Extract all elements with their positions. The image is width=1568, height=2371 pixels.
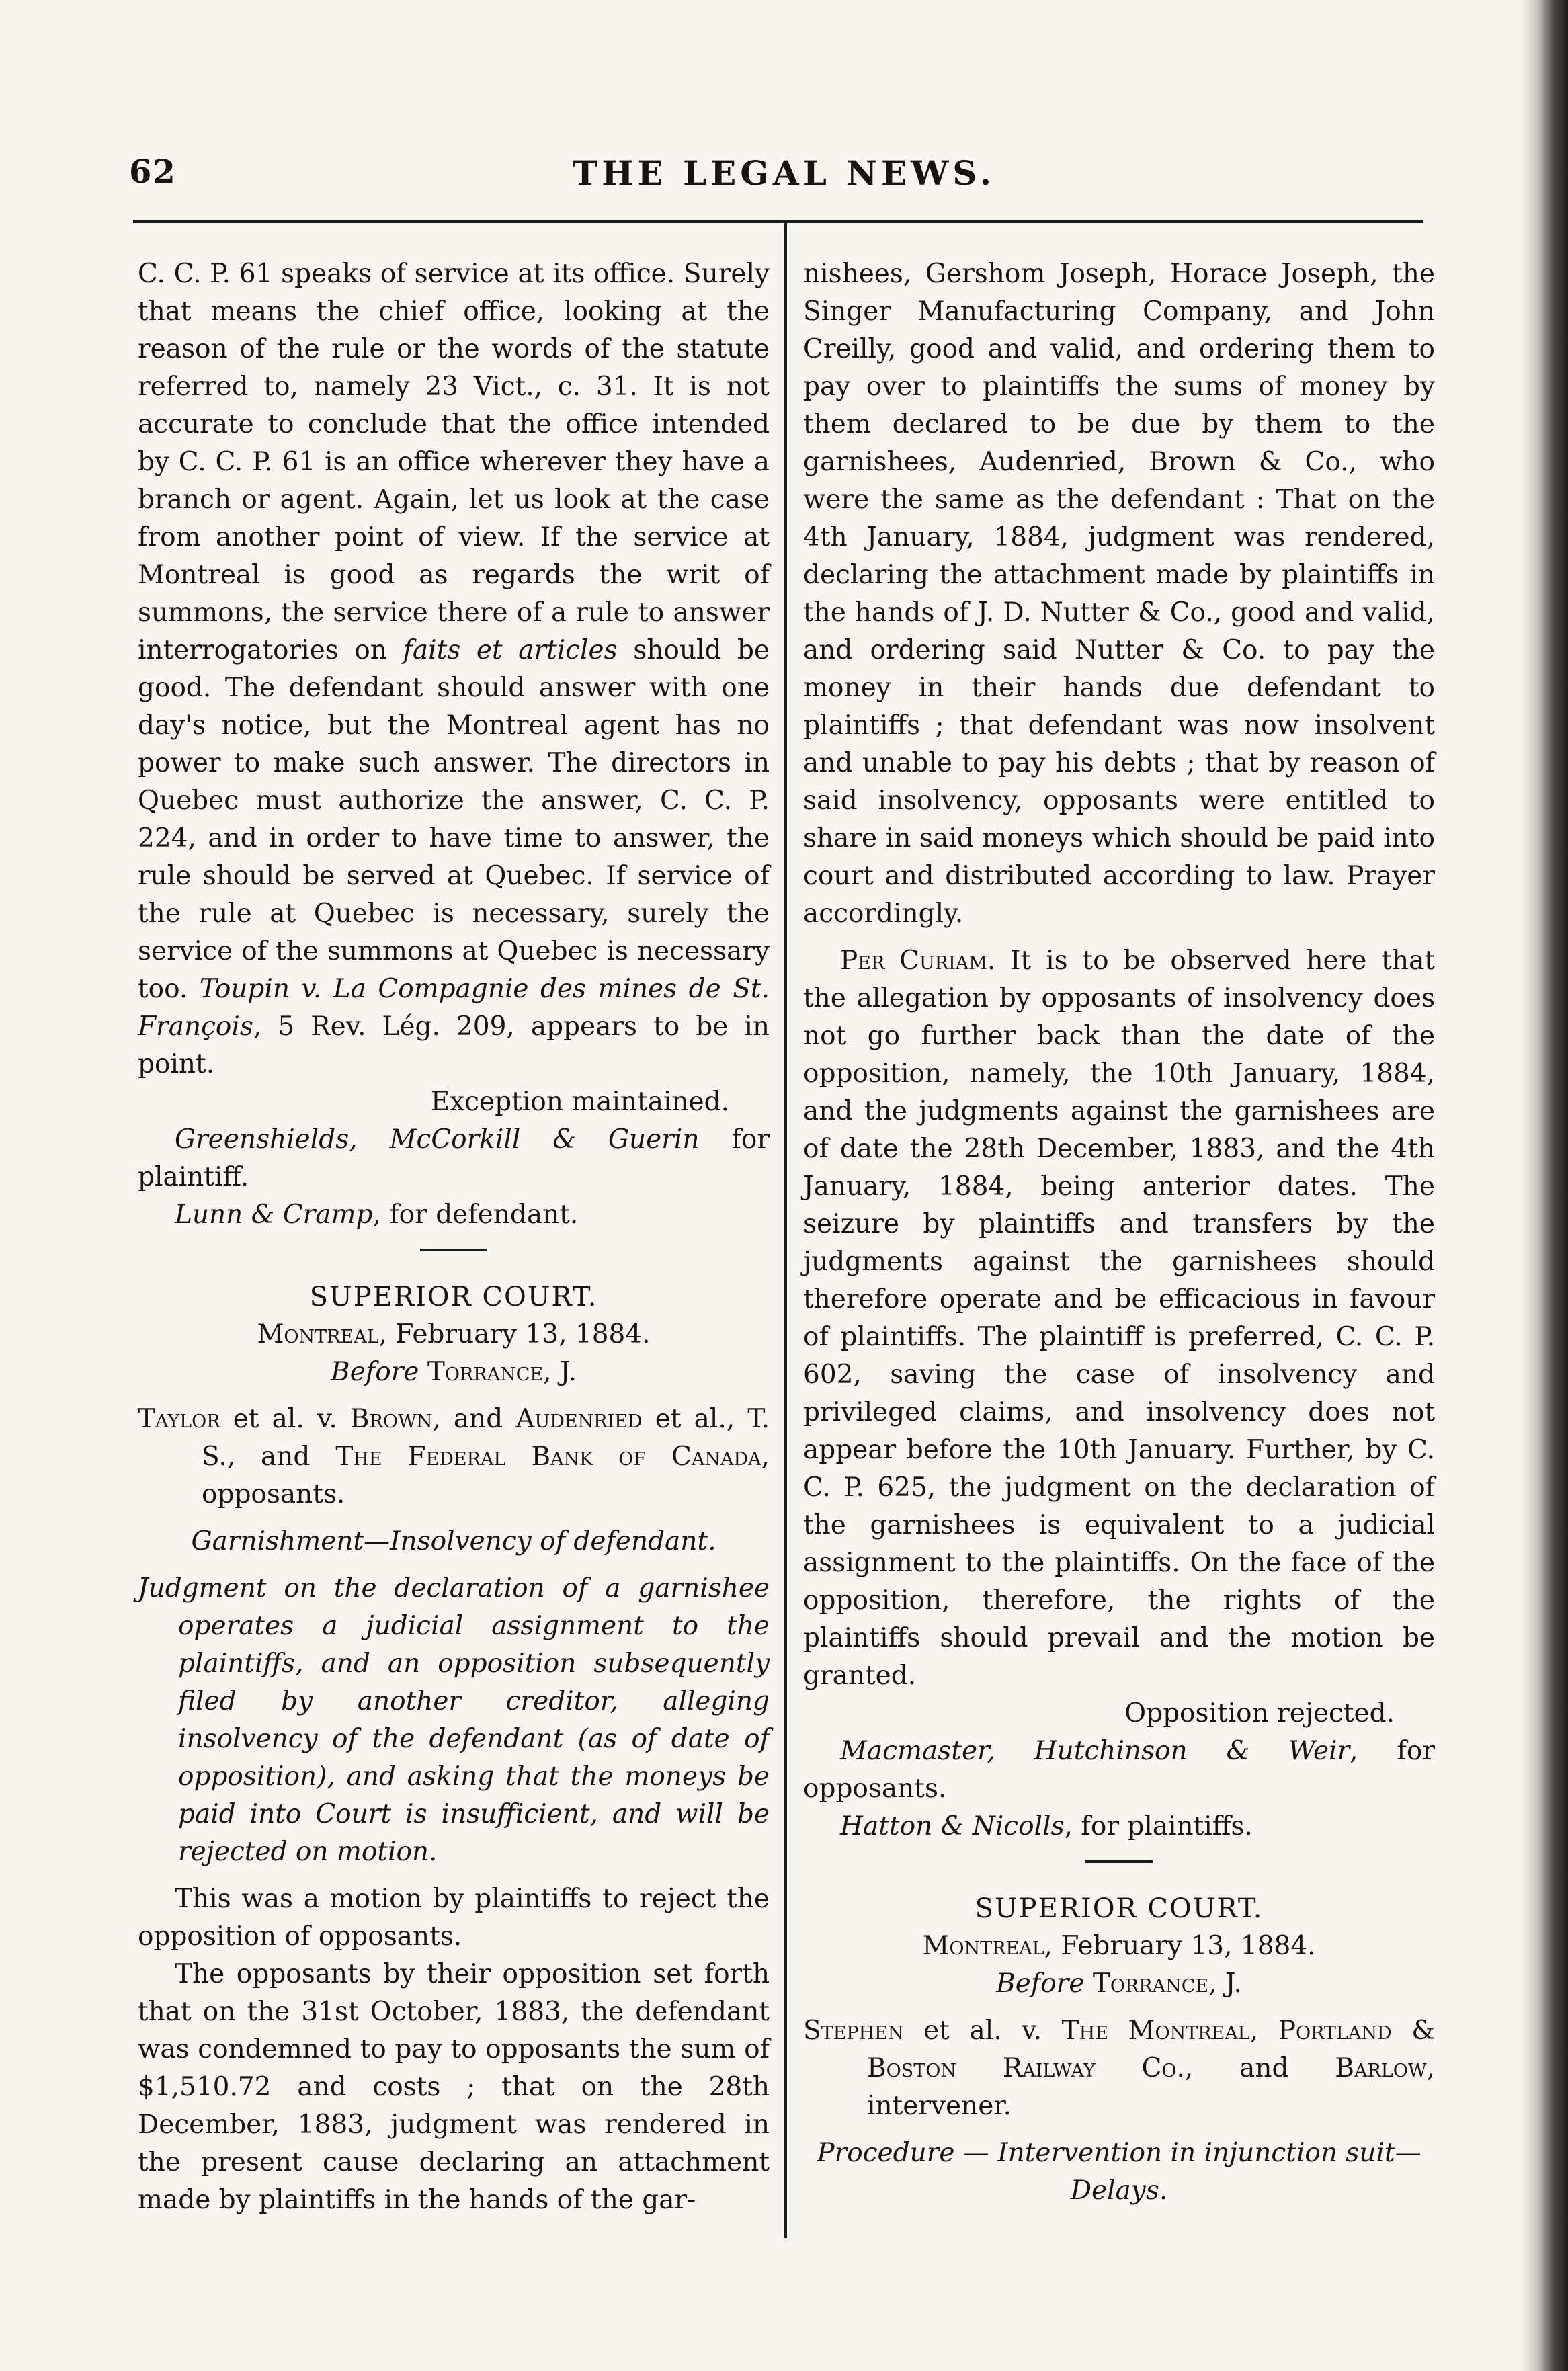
court-heading: SUPERIOR COURT. (309, 1282, 598, 1313)
result-line: Opposition rejected. (1124, 1698, 1395, 1729)
section-rule (1085, 1860, 1153, 1863)
opinion-paragraph: C. C. P. 61 speaks of service at its office. Surely that means the chief office, looking at the reason of the rule or the words of the statute referred to, namely 23 Vict., c. 31. It is not accurate to conclude that the office intended by C. C. P. 61 is an office wherever they have a branch or agent. Again, let us look at the case from another point of view. If the service at Montreal is good as regards the writ of summons, the service there of a rule to answer interrogatories on faits et articles should be good. The defendant should answer with one day's notice, but the Montreal agent has no power to make such answer. The directors in Quebec must authorize the answer, C. C. P. 224, and in order to have time to answer, the rule should be served at Quebec. If service of the rule at Quebec is necessary, surely the service of the summons at Quebec is necessary too. Toupin v. La Compagnie des mines de St. François, 5 Rev. Lég. 209, appears to be in point. (138, 259, 770, 1079)
case-subject: Garnishment—Insolvency of defendant. (191, 1526, 716, 1556)
page-number: 62 (129, 153, 177, 191)
place-date: Montreal, February 13, 1884. (922, 1931, 1316, 1961)
running-head: THE LEGAL NEWS. (573, 153, 995, 193)
counsel-plaintiff: Greenshields, McCorkill & Guerin for plaintiff. (138, 1124, 770, 1192)
per-curiam-paragraph: Per Curiam. It is to be observed here that the allegation by opposants of insolvency does not go further back than the date of the opposition, namely, the 10th January, 1884, and the judgments against the garnishees are of date the 28th December, 1883, and the 4th January, 1884, being anterior dates. The seizure by plaintiffs and transfers by the judgments against the garnishees should therefore operate and be efficacious in favour of plaintiffs. The plaintiff is preferred, C. C. P. 602, saving the case of insolvency and privileged claims, and insolvency does not appear before the 10th January. Further, by C. C. P. 625, the judgment on the declaration of the garnishees is equivalent to a judicial assignment to the plaintiffs. On the face of the opposition, therefore, the rights of the plaintiffs should prevail and the motion be granted. (803, 946, 1435, 1691)
counsel-plaintiffs: Hatton & Nicolls, for plaintiffs. (840, 1811, 1253, 1841)
section-rule (420, 1249, 487, 1251)
case-subject: Procedure — Intervention in injunction suit— Delays. (817, 2138, 1421, 2206)
exception-result: Exception maintained. (430, 1087, 729, 1117)
case-title: Taylor et al. v. Brown, and Audenried et al., T. S., and The Federal Bank of Canada, opposants. (138, 1404, 770, 1509)
left-column (138, 255, 770, 2219)
judge-line: Before Torrance, J. (996, 1968, 1242, 1999)
motion-paragraph: This was a motion by plaintiffs to reject the opposition of opposants. (138, 1884, 770, 1952)
facts-paragraph: The opposants by their opposition set forth that on the 31st October, 1883, the defendant was condemned to pay to opposants the sum of $1,510.72 and costs ; that on the 28th December, 1883, judgment was rendered in the present cause declaring an attachment made by plaintiffs in the hands of the gar- (138, 1959, 770, 2215)
page-edge-shadow (1521, 0, 1568, 2371)
facts-continued: nishees, Gershom Joseph, Horace Joseph, the Singer Manufacturing Company, and John Creilly, good and valid, and ordering them to pay over to plaintiffs the sums of money by them declared to be due by them to the garnishees, Audenried, Brown & Co., who were the same as the defendant : That on the 4th January, 1884, judgment was rendered, declaring the attachment made by plaintiffs in the hands of J. D. Nutter & Co., good and valid, and ordering said Nutter & Co. to pay the money in their hands due defendant to plaintiffs ; that defendant was now insolvent and unable to pay his debts ; that by reason of said insolvency, opposants were entitled to share in said moneys which should be paid into court and distributed according to law. Prayer accordingly. (803, 259, 1435, 929)
place-date: Montreal, February 13, 1884. (257, 1319, 651, 1349)
counsel-defendant: Lunn & Cramp, for defendant. (175, 1200, 579, 1230)
case-title: Stephen et al. v. The Montreal, Portland & Boston Railway Co., and Barlow, intervener. (803, 2015, 1436, 2121)
judge-line: Before Torrance, J. (331, 1357, 577, 1387)
column-divider (784, 222, 787, 2238)
headnote: Judgment on the declaration of a garnishee operates a judicial assignment to the plaintiffs, and an opposition subsequently filed by another creditor, alleging insolvency of the defendant (as of date of opposition), and asking that the moneys be paid into Court is insufficient, and will be rejected on motion. (138, 1573, 770, 1867)
right-column (803, 255, 1435, 2210)
header-rule (133, 220, 1423, 223)
counsel-opposants: Macmaster, Hutchinson & Weir, for opposants. (803, 1736, 1435, 1804)
court-heading: SUPERIOR COURT. (975, 1893, 1264, 1924)
